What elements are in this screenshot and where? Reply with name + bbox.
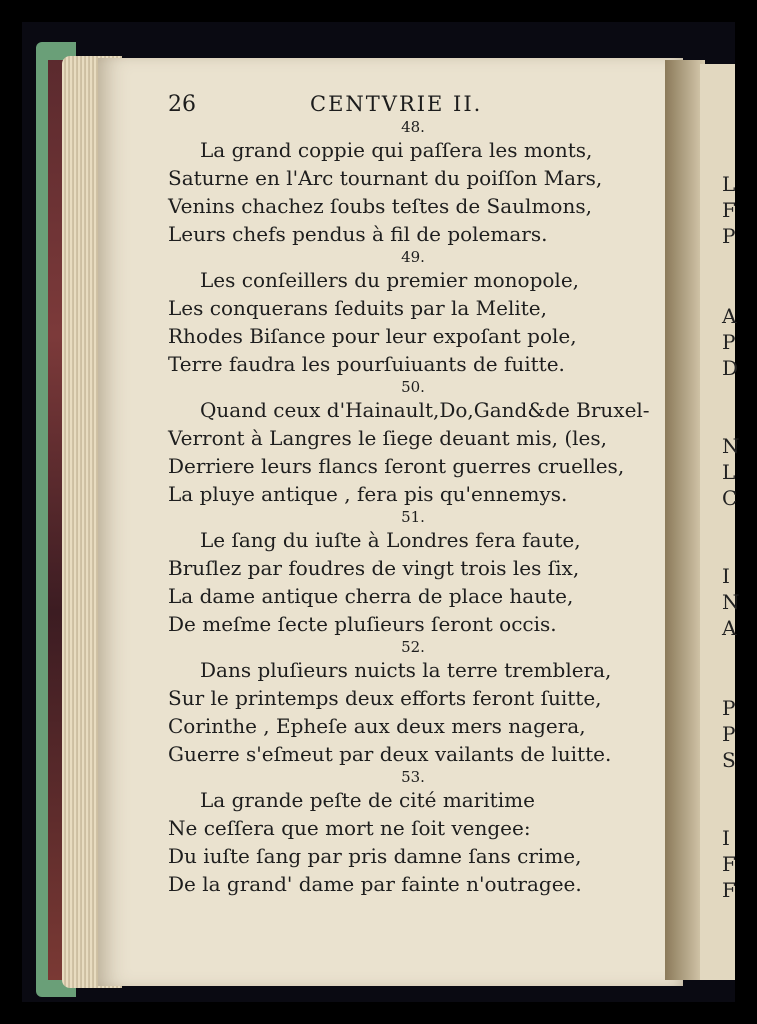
verse-line: Saturne en l'Arc tournant du poiſſon Mars, xyxy=(168,166,603,190)
stanza-number: 49. xyxy=(401,248,425,266)
facing-letter: P xyxy=(722,224,736,248)
facing-letter: S xyxy=(722,748,736,772)
verse-line: La grande peſte de cité maritime xyxy=(200,788,535,812)
facing-letter: D xyxy=(722,356,739,380)
book-gutter xyxy=(665,60,705,980)
facing-letter: F xyxy=(722,852,736,876)
verse-line: Dans pluſieurs nuicts la terre tremblera, xyxy=(200,658,612,682)
stanza-number: 51. xyxy=(401,508,425,526)
facing-letter: I xyxy=(722,826,730,850)
running-title: CENTVRIE II. xyxy=(310,92,483,116)
verse-line: Le ſang du iuſte à Londres fera faute, xyxy=(200,528,581,552)
stanza-number: 50. xyxy=(401,378,425,396)
stanza xyxy=(168,508,668,638)
stanza xyxy=(168,378,668,508)
facing-letter: I xyxy=(722,564,730,588)
verse-line: Les conſeillers du premier monopole, xyxy=(200,268,580,292)
verse-line: Corinthe , Epheſe aux deux mers nagera, xyxy=(168,714,586,738)
page-number: 26 xyxy=(168,92,196,117)
verse-line: Sur le printemps deux efforts feront ſuitte, xyxy=(168,686,602,710)
stanza xyxy=(168,118,668,248)
facing-letter: P xyxy=(722,722,736,746)
verse-line: Guerre s'eſmeut par deux vailants de luitte. xyxy=(168,742,612,766)
stanza-number: 53. xyxy=(401,768,425,786)
facing-letter: L xyxy=(722,172,736,196)
verse-line: Leurs chefs pendus à fil de polemars. xyxy=(168,222,548,246)
stanza xyxy=(168,638,668,768)
verse-line: Derriere leurs flancs ſeront guerres cruelles, xyxy=(168,454,625,478)
poem-text xyxy=(168,118,668,898)
verse-line: La grand coppie qui paſſera les monts, xyxy=(200,138,593,162)
stanza xyxy=(168,248,668,378)
facing-letter: N xyxy=(722,434,740,458)
verse-line: La dame antique cherra de place haute, xyxy=(168,584,574,608)
verse-line: Bruſlez par foudres de vingt trois les ſix, xyxy=(168,556,580,580)
verse-line: Du iuſte ſang par pris damne ſans crime, xyxy=(168,844,582,868)
facing-letter: C xyxy=(722,486,738,510)
facing-letter: A xyxy=(722,304,737,328)
verse-line: Terre faudra les pourſuiuants de fuitte. xyxy=(168,352,565,376)
stanza xyxy=(168,768,668,898)
facing-letter: P xyxy=(722,696,736,720)
stanza-number: 52. xyxy=(401,638,425,656)
verse-line: De meſme ſecte pluſieurs ſeront occis. xyxy=(168,612,557,636)
verse-line: Quand ceux d'Hainault,Do,Gand&de Bruxel- xyxy=(200,398,650,422)
verse-line: De la grand' dame par fainte n'outragee. xyxy=(168,872,582,896)
verse-line: Ne ceſſera que mort ne ſoit vengee: xyxy=(168,816,531,840)
verse-line: Verront à Langres le ſiege deuant mis, (les, xyxy=(168,426,608,450)
verse-line: La pluye antique , fera pis qu'ennemys. xyxy=(168,482,568,506)
facing-letter: A xyxy=(722,616,737,640)
facing-letter: N xyxy=(722,590,740,614)
facing-letter: F xyxy=(722,878,736,902)
verse-line: Rhodes Biſance pour leur expoſant pole, xyxy=(168,324,577,348)
verse-line: Les conquerans ſeduits par la Melite, xyxy=(168,296,548,320)
page-header xyxy=(168,92,608,120)
facing-letter: L xyxy=(722,460,736,484)
stanza-number: 48. xyxy=(401,118,425,136)
facing-page xyxy=(700,64,740,980)
facing-letter: P xyxy=(722,330,736,354)
verse-line: Venins chachez ſoubs teſtes de Saulmons, xyxy=(168,194,592,218)
facing-letter: F xyxy=(722,198,736,222)
